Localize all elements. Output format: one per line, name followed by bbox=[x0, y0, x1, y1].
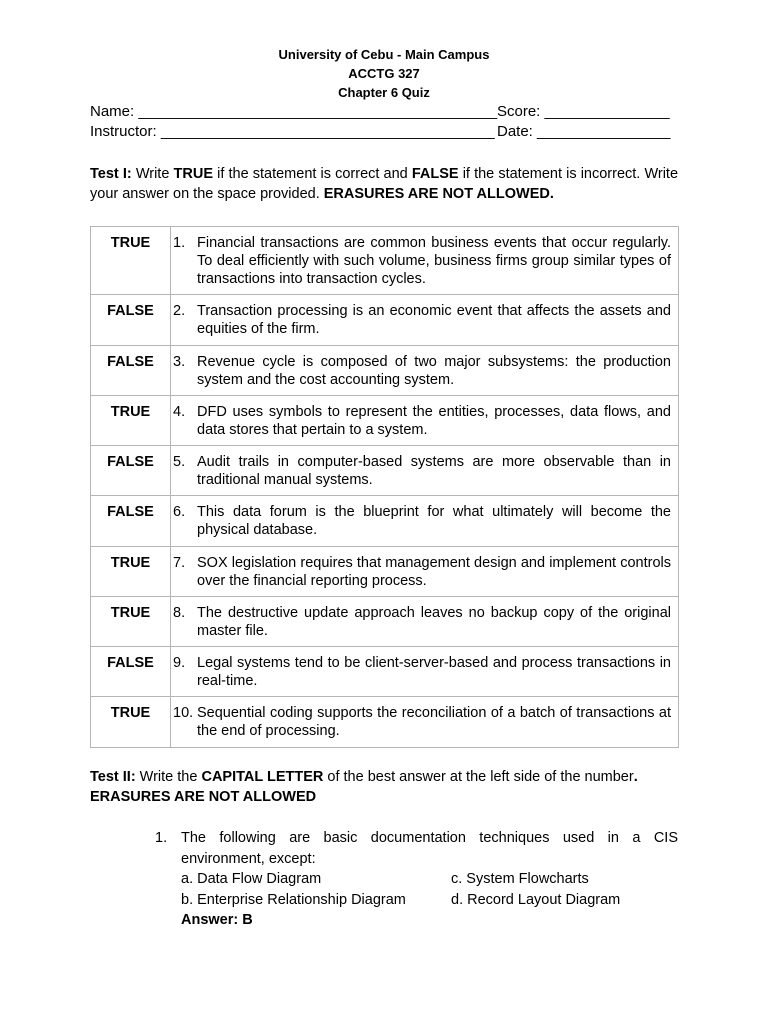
question-number: 1. bbox=[155, 830, 168, 846]
statement-number: 9. bbox=[173, 655, 186, 671]
statement-text: DFD uses symbols to represent the entities, processes, data flows, and data stores that pertain to a system. bbox=[197, 404, 671, 438]
statement-text: Audit trails in computer-based systems are more observable than in traditional manual systems. bbox=[197, 454, 671, 488]
statement-cell bbox=[171, 697, 679, 748]
answer-cell: FALSE bbox=[91, 496, 171, 547]
table-row bbox=[91, 295, 679, 346]
table-row bbox=[91, 446, 679, 496]
answer-key: Answer: B bbox=[181, 912, 253, 928]
statement-text: Transaction processing is an economic event that affects the assets and equities of the firm. bbox=[197, 303, 671, 337]
test2-label: Test II: bbox=[90, 769, 136, 785]
test2-capital: CAPITAL LETTER bbox=[201, 769, 324, 785]
table-row bbox=[91, 547, 679, 597]
statement-cell bbox=[171, 647, 679, 697]
instructor-field: Instructor: ________________________________________ bbox=[90, 123, 495, 140]
answer-cell: TRUE bbox=[91, 227, 171, 295]
statement-text: Revenue cycle is composed of two major subsystems: the production system and the cost accounting system. bbox=[197, 354, 671, 388]
test1-text-b: if the statement is correct and bbox=[213, 166, 412, 182]
statement-cell bbox=[171, 496, 679, 547]
statement-text: The destructive update approach leaves no backup copy of the original master file. bbox=[197, 605, 671, 639]
test1-true-word: TRUE bbox=[173, 166, 213, 182]
statement-number: 10. bbox=[173, 705, 194, 721]
test2-warning: ERASURES ARE NOT ALLOWED bbox=[90, 789, 317, 805]
statement-cell bbox=[171, 227, 679, 295]
test1-text-c: if the statement is incorrect. Write your answer on the space provided. bbox=[90, 166, 679, 202]
statement-number: 7. bbox=[173, 555, 186, 571]
answer-cell: FALSE bbox=[91, 295, 171, 346]
true-false-table bbox=[90, 226, 679, 748]
statement-number: 1. bbox=[173, 235, 186, 251]
option-d: d. Record Layout Diagram bbox=[451, 891, 621, 908]
test1-text-a: Write bbox=[131, 166, 174, 182]
answer-cell: TRUE bbox=[91, 597, 171, 647]
answer-cell: FALSE bbox=[91, 647, 171, 697]
score-field: Score: _______________ bbox=[497, 103, 670, 120]
statement-number: 6. bbox=[173, 504, 186, 520]
statement-text: SOX legislation requires that management design and implement controls over the financial reporting process. bbox=[197, 555, 671, 589]
option-b: b. Enterprise Relationship Diagram bbox=[181, 891, 406, 908]
statement-cell bbox=[171, 396, 679, 446]
name-field: Name: ___________________________________________ bbox=[90, 103, 498, 120]
university-name: University of Cebu - Main Campus bbox=[278, 47, 490, 62]
test2-period: . bbox=[633, 769, 638, 785]
answer-cell: TRUE bbox=[91, 396, 171, 446]
table-row bbox=[91, 227, 679, 295]
statement-cell bbox=[171, 295, 679, 346]
answer-cell: TRUE bbox=[91, 547, 171, 597]
test2-instructions bbox=[90, 767, 678, 807]
statement-number: 4. bbox=[173, 404, 186, 420]
answer-cell: FALSE bbox=[91, 346, 171, 396]
table-row bbox=[91, 346, 679, 396]
test2-text-b: of the best answer at the left side of the number bbox=[323, 769, 634, 785]
statement-cell bbox=[171, 547, 679, 597]
statement-number: 5. bbox=[173, 454, 186, 470]
test2-text-a: Write the bbox=[135, 769, 202, 785]
statement-text: This data forum is the blueprint for what ultimately will become the physical database. bbox=[197, 504, 671, 538]
test1-warning: ERASURES ARE NOT ALLOWED. bbox=[323, 186, 554, 202]
statement-cell bbox=[171, 346, 679, 396]
document-header bbox=[0, 45, 768, 102]
option-c: c. System Flowcharts bbox=[451, 871, 589, 887]
table-row bbox=[91, 697, 679, 748]
option-a: a. Data Flow Diagram bbox=[181, 871, 322, 887]
table-row bbox=[91, 647, 679, 697]
test1-false-word: FALSE bbox=[411, 166, 459, 182]
statement-text: Sequential coding supports the reconciliation of a batch of transactions at the end of processing. bbox=[197, 705, 671, 739]
date-field: Date: ________________ bbox=[497, 123, 671, 140]
statement-text: Legal systems tend to be client-server-based and process transactions in real-time. bbox=[197, 655, 671, 689]
mc-question-1 bbox=[155, 828, 678, 931]
test1-instructions bbox=[90, 164, 678, 204]
statement-number: 8. bbox=[173, 605, 186, 621]
statement-number: 3. bbox=[173, 354, 186, 370]
answer-cell: TRUE bbox=[91, 697, 171, 748]
table-row bbox=[91, 396, 679, 446]
test1-label: Test I: bbox=[90, 166, 132, 182]
question-stem: The following are basic documentation techniques used in a CIS environment, except: bbox=[181, 830, 678, 867]
statement-cell bbox=[171, 446, 679, 496]
statement-text: Financial transactions are common business events that occur regularly. To deal efficiently with such volume, business firms group similar types of transactions into transaction cycles. bbox=[197, 235, 671, 287]
quiz-title: Chapter 6 Quiz bbox=[338, 85, 430, 100]
course-code: ACCTG 327 bbox=[348, 66, 420, 81]
answer-cell: FALSE bbox=[91, 446, 171, 496]
table-row bbox=[91, 597, 679, 647]
statement-cell bbox=[171, 597, 679, 647]
answer-options bbox=[181, 869, 678, 910]
statement-number: 2. bbox=[173, 303, 186, 319]
table-row bbox=[91, 496, 679, 547]
